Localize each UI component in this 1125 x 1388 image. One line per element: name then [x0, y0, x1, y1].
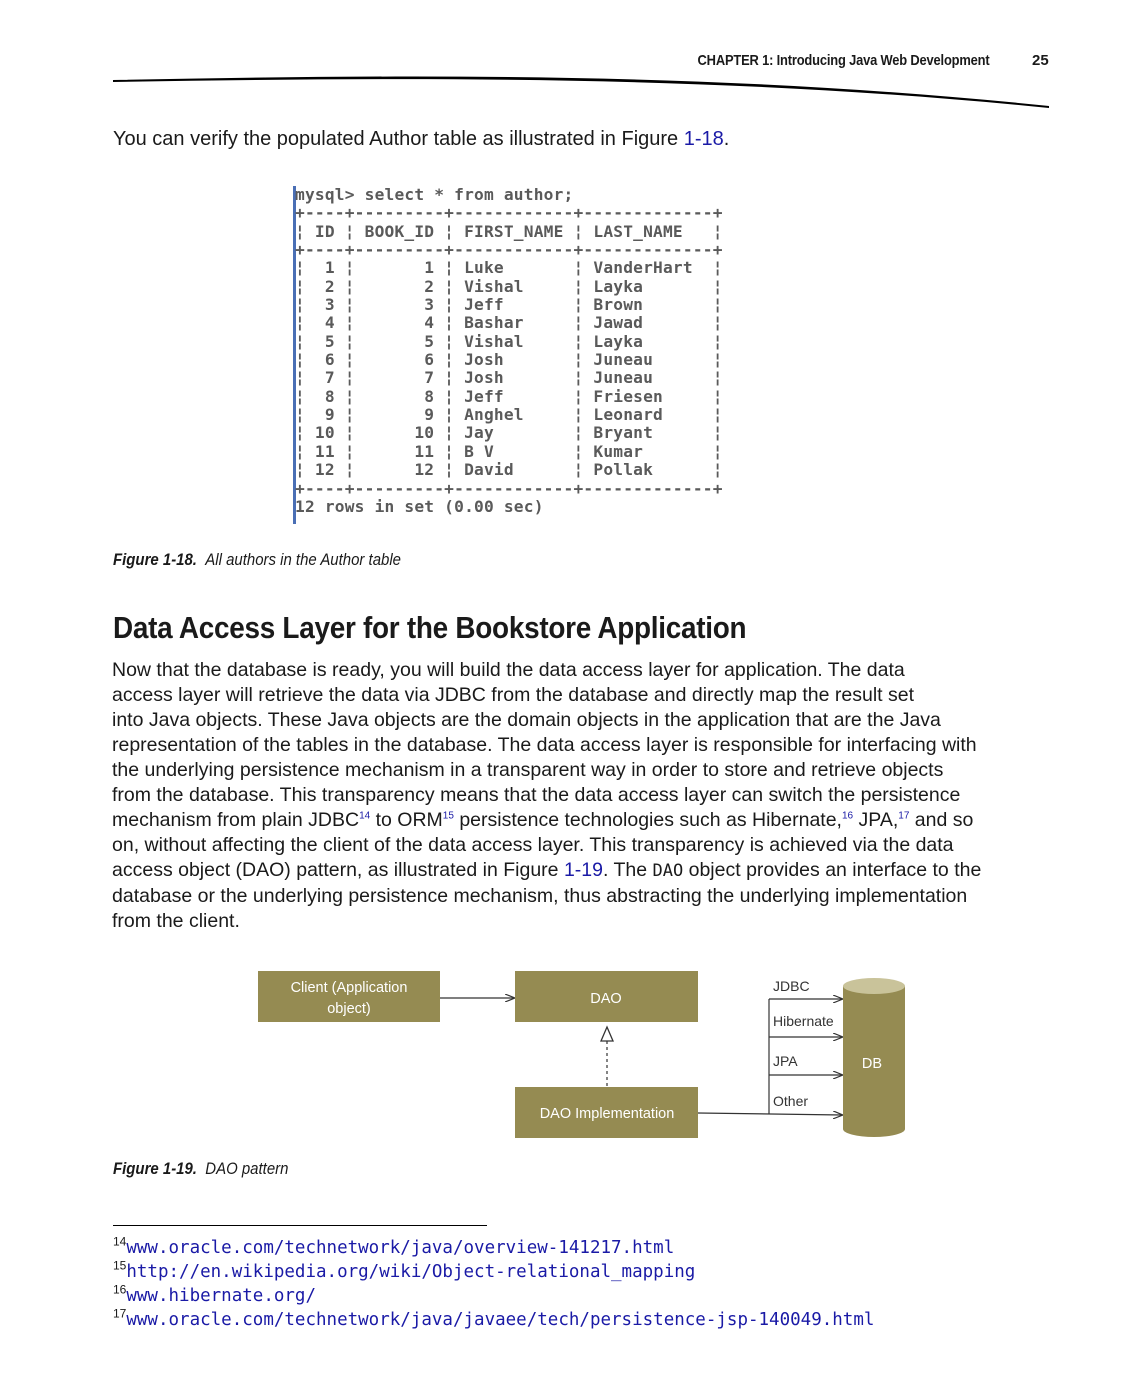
running-header	[0, 52, 1125, 72]
impl-to-db-arrow	[698, 1113, 842, 1115]
section-heading: Data Access Layer for the Bookstore Application	[113, 610, 747, 645]
body-line: Now that the database is ready, you will build the data access layer for application. The data	[112, 659, 905, 681]
header-swoosh-rule	[0, 70, 1125, 115]
footnote-link[interactable]: www.hibernate.org/	[126, 1286, 317, 1306]
body-text: mechanism from plain JDBC	[112, 809, 360, 831]
body-text: object provides an interface to the	[683, 859, 982, 881]
footnote-ref-14[interactable]: 14	[359, 810, 371, 822]
chapter-title: CHAPTER 1: Introducing Java Web Development	[698, 52, 990, 69]
body-line	[112, 808, 1052, 833]
body-line: representation of the tables in the database. The data access layer is responsible for interfacing with	[112, 734, 977, 756]
realization-triangle-icon	[601, 1027, 613, 1041]
database-cylinder-icon	[843, 978, 905, 1137]
page-number: 25	[1032, 52, 1049, 69]
body-line: from the database. This transparency means that the data access layer can switch the persistence	[112, 784, 961, 806]
footnote-number: 17	[113, 1306, 127, 1321]
body-line: access layer will retrieve the data via JDBC from the database and directly map the result set	[112, 684, 915, 706]
intro-sentence	[113, 128, 729, 151]
figure-1-18-label: Figure 1-18.	[113, 550, 197, 569]
body-line: database or the underlying persistence mechanism, thus abstracting the underlying implementation	[112, 885, 968, 907]
body-text: to ORM	[370, 809, 443, 831]
body-line: from the client.	[112, 910, 240, 932]
dao-pattern-diagram	[250, 965, 920, 1145]
dao-label: DAO	[590, 991, 622, 1007]
jpa-label: JPA	[773, 1053, 798, 1069]
figure-1-19-title: DAO pattern	[205, 1159, 289, 1178]
body-line: on, without affecting the client of the data access layer. This transparency is achieved via the data	[112, 834, 954, 856]
footnote-15	[113, 1260, 874, 1284]
footnote-number: 16	[113, 1282, 127, 1297]
footnote-number: 14	[113, 1234, 127, 1249]
footnote-separator	[113, 1225, 487, 1226]
figure-1-19-caption	[113, 1159, 288, 1179]
client-label-line2: object)	[327, 1001, 371, 1017]
terminal-output: mysql> select * from author; +----+---------+------------+-------------+ ¦ ID ¦ BOOK_ID ¦ FIRST_NAME ¦ LAST_NAME ¦ +----+---------+------------+-------------+ ¦ 1 ¦ 1 ¦ Luke ¦ VanderHart ¦ ¦ 2 ¦ 2 ¦ Vishal ¦ Layka ¦ ¦ 3 ¦ 3 ¦ Jeff ¦ Brown ¦ ¦ 4 ¦ 4 ¦ Bashar ¦ Jawad ¦ ¦ 5 ¦ 5 ¦ Vishal ¦ Layka ¦ ¦ 6 ¦ 6 ¦ Josh ¦ Juneau ¦ ¦ 7 ¦ 7 ¦ Josh ¦ Juneau ¦ ¦ 8 ¦ 8 ¦ Jeff ¦ Friesen ¦ ¦ 9 ¦ 9 ¦ Anghel ¦ Leonard ¦ ¦ 10 ¦ 10 ¦ Jay ¦ Bryant ¦ ¦ 11 ¦ 11 ¦ B V ¦ Kumar ¦ ¦ 12 ¦ 12 ¦ David ¦ Pollak ¦ +----+---------+------------+-------------+ 12 rows in set (0.00 sec)	[295, 185, 723, 516]
body-line: the underlying persistence mechanism in a transparent way in order to store and retrieve objects	[112, 759, 944, 781]
intro-text: You can verify the populated Author table as illustrated in Figure	[113, 128, 684, 150]
footnote-ref-17[interactable]: 17	[898, 810, 910, 822]
client-label-line1: Client (Application	[290, 980, 408, 996]
footnote-17	[113, 1308, 874, 1332]
figure-1-19-link[interactable]: 1-19	[563, 859, 603, 881]
body-text: JPA,	[853, 809, 899, 831]
footnote-link[interactable]: http://en.wikipedia.org/wiki/Object-relational_mapping	[126, 1262, 696, 1282]
footnotes	[113, 1236, 874, 1332]
figure-1-19-label: Figure 1-19.	[113, 1159, 197, 1178]
hibernate-label: Hibernate	[773, 1013, 834, 1029]
body-line: into Java objects. These Java objects are the domain objects in the application that are the Java	[112, 709, 941, 731]
footnote-link[interactable]: www.oracle.com/technetwork/java/overview-141217.html	[126, 1238, 675, 1258]
footnote-number: 15	[113, 1258, 127, 1273]
footnote-ref-15[interactable]: 15	[442, 810, 454, 822]
mysql-terminal-figure	[293, 184, 823, 524]
dao-implementation-box	[515, 1087, 698, 1138]
dao-box	[515, 971, 698, 1022]
body-text: persistence technologies such as Hibernate,	[453, 809, 842, 831]
body-text: . The	[602, 859, 653, 881]
dao-implementation-label: DAO Implementation	[539, 1106, 675, 1122]
other-label: Other	[773, 1093, 809, 1109]
body-text: and so	[909, 809, 974, 831]
db-label: DB	[861, 1056, 883, 1072]
intro-period: .	[723, 128, 730, 150]
footnote-16	[113, 1284, 874, 1308]
body-paragraph	[112, 658, 1052, 934]
dao-code: DAO	[652, 861, 684, 881]
footnote-link[interactable]: www.oracle.com/technetwork/java/javaee/tech/persistence-jsp-140049.html	[126, 1310, 875, 1330]
figure-1-18-link[interactable]: 1-18	[683, 128, 724, 150]
client-box	[258, 971, 440, 1022]
figure-1-18-caption	[113, 550, 401, 570]
footnote-ref-16[interactable]: 16	[841, 810, 854, 822]
body-line	[112, 858, 1052, 884]
jdbc-label: JDBC	[773, 978, 810, 994]
footnote-14	[113, 1236, 874, 1260]
body-text: access object (DAO) pattern, as illustrated in Figure	[112, 859, 564, 881]
figure-1-18-title: All authors in the Author table	[205, 550, 402, 569]
